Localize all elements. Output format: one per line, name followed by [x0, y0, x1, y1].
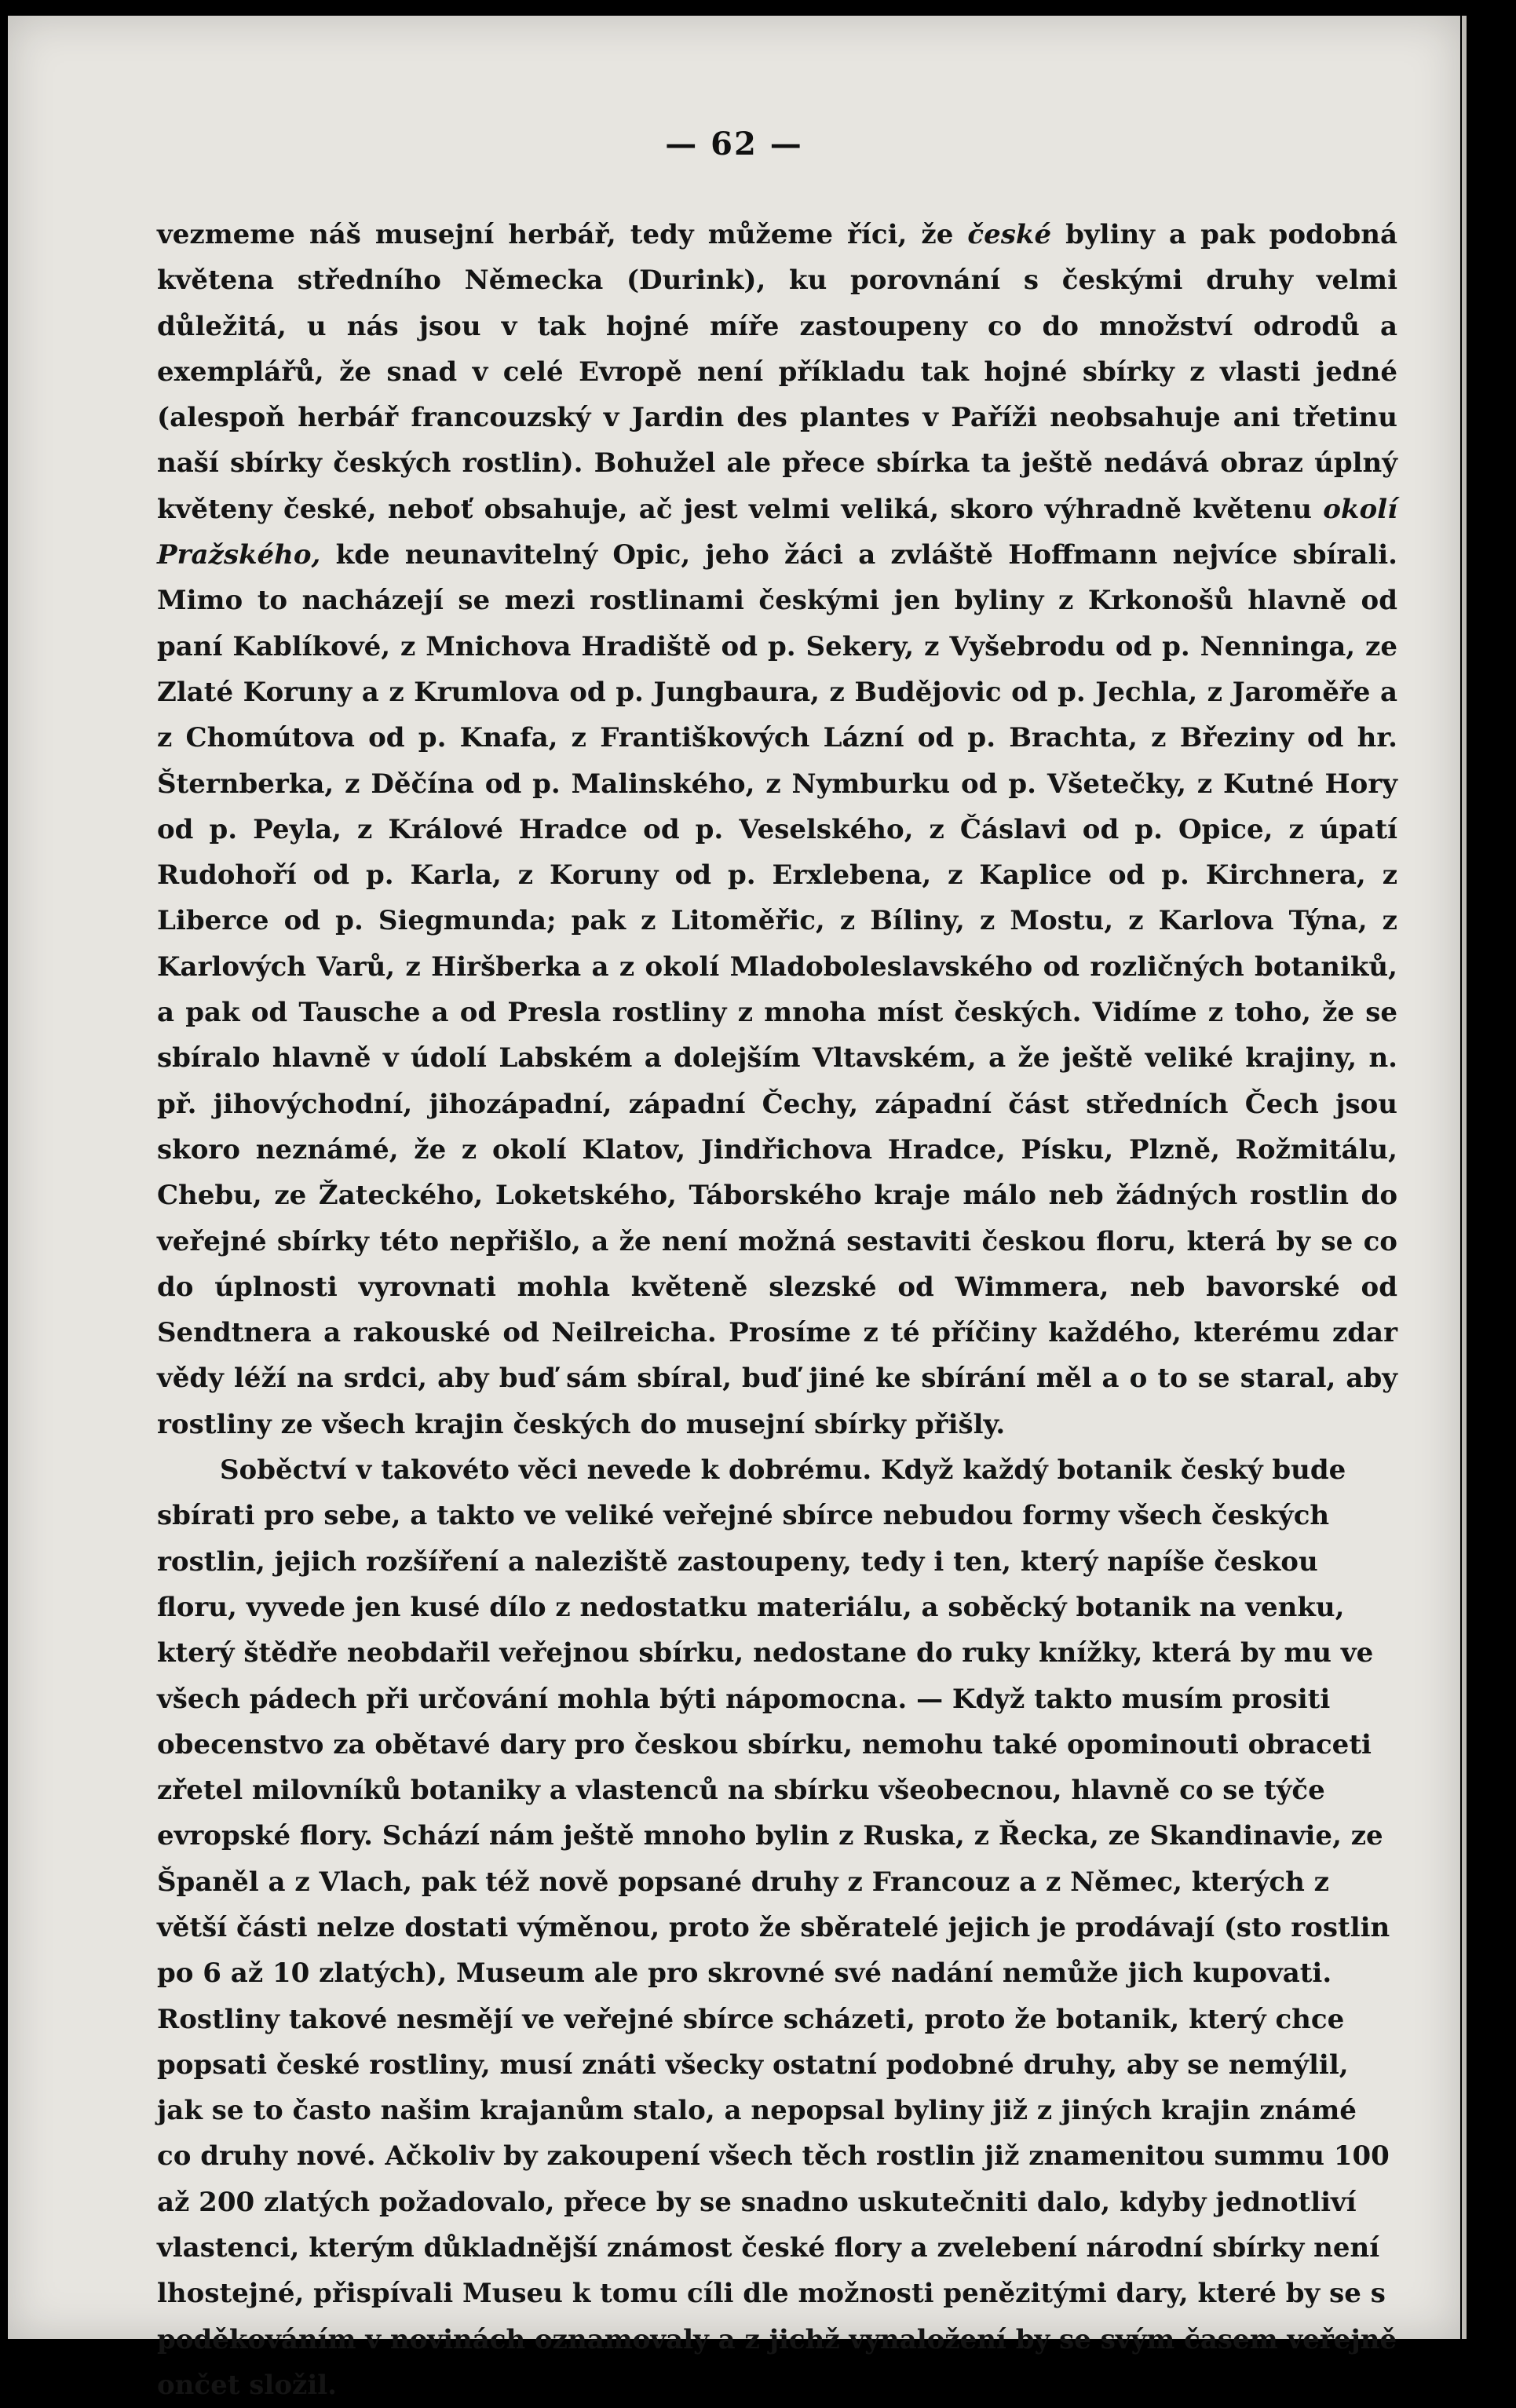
paragraph-1-segment-3: byliny a pak podobná květena středního Německa (Durink), ku porovnání s českými druhy velmi důležitá, u nás jsou v tak hojné míře zastoupeny co do množství odrodů a exemplářů, že snad v celé Evropě není příkladu tak hojné sbírky z vlasti jedné (alespoň herbář francouzský v Jardin des plantes v Paříži neobsahuje ani třetinu naší sbírky českých rostlin). Bohužel ale přece sbírka ta ještě nedává obraz úplný květeny české, neboť obsahuje, ač jest velmi veliká, skoro výhradně květenu	[157, 219, 1397, 525]
paragraph-2-segment-1: Soběctví v takovéto věci nevede k dobrému. Když každý botanik český bude sbírati pro sebe, a takto ve veliké veřejné sbírce nebudou formy všech českých rostlin, jejich rozšíření a naleziště zastoupeny, tedy i ten, který napíše českou floru, vyvede jen kusé dílo z nedostatku materiálu, a soběcký botanik na venku, který štědře neobdařil veřejnou sbírku, nedostane do ruky knížky, která by mu ve všech pádech při určování mohla býti nápomocna. — Když takto musím prositi obecenstvo za obětavé dary pro českou sbírku, nemohu také opominouti obraceti zřetel milovníků botaniky a vlastenců na sbírku všeobecnou, hlavně co se týče evropské flory. Schází nám ještě mnoho bylin z Ruska, z Řecka, ze Skandinavie, ze Španěl a z Vlach, pak též nově popsané druhy z Francouz a z Němec, kterých z větší části nelze dostati výměnou, proto že sběratelé jejich je prodávají (sto rostlin po 6 až 10 zlatých), Museum ale pro skrovné své nadání nemůže jich kupovati. Rostliny takové nesmějí ve veřejné sbírce scházeti, proto že botanik, který chce popsati české rostliny, musí znáti všecky ostatní podobné druhy, aby se nemýlil, jak se to často našim krajanům stalo, a nepopsal byliny již z jiných krajin známé co druhy nové. Ačkoliv by zakoupení všech těch rostlin již znamenitou summu 100 až 200 zlatých požadovalo, přece by se snadno uskutečniti dalo, kdyby jednotliví vlastenci, kterým důkladnější známost české flory a zvelebení národní sbírky není lhostejné, přispívali Museu k tomu cíli dle možnosti penězitými dary, které by se s poděkováním v novinách oznamovaly a z jichž vynaložení by se svým časem veřejně ončet složil.	[157, 1454, 1397, 2401]
paragraph-1	[157, 212, 1397, 1447]
scanned-page	[8, 16, 1460, 2401]
page-edge-shadow	[1462, 16, 1467, 2339]
paragraph-2	[157, 1447, 1397, 2408]
page-number-header: — 62 —	[665, 126, 803, 162]
paragraph-1-segment-1: vezmeme náš musejní herbář, tedy můžeme říci, že	[157, 219, 968, 250]
paragraph-1-italic-ceske: české	[967, 219, 1052, 250]
paragraph-1-italic-okoli-prazskeho: okolí Pražského,	[157, 493, 1397, 571]
paragraph-1-segment-5: kde neunavitelný Opic, jeho žáci a zvláště Hoffmann nejvíce sbírali. Mimo to nacházejí se mezi rostlinami českými jen byliny z Krkonošů hlavně od paní Kablíkové, z Mnichova Hradiště od p. Sekery, z Vyšebrodu od p. Nenninga, ze Zlaté Koruny a z Krumlova od p. Jungbaura, z Budějovic od p. Jechla, z Jaroměře a z Chomútova od p. Knafa, z Františkových Lázní od p. Brachta, z Březiny od hr. Šternberka, z Děčína od p. Malinského, z Nymburku od p. Všetečky, z Kutné Hory od p. Peyla, z Králové Hradce od p. Veselského, z Čáslavi od p. Opice, z úpatí Rudohoří od p. Karla, z Koruny od p. Erxlebena, z Kaplice od p. Kirchnera, z Liberce od p. Siegmunda; pak z Litoměřic, z Bíliny, z Mostu, z Karlova Týna, z Karlových Varů, z Hiršberka a z okolí Mladoboleslavského od rozličných botaniků, a pak od Tausche a od Presla rostliny z mnoha míst českých. Vidíme z toho, že se sbíralo hlavně v údolí Labském a dolejším Vltavském, a že ještě veliké krajiny, n. př. jihovýchodní, jihozápadní, západní Čechy, západní část středních Čech jsou skoro neznámé, že z okolí Klatov, Jindřichova Hradce, Písku, Plzně, Rožmitálu, Chebu, ze Žateckého, Loketského, Táborského kraje málo neb žádných rostlin do veřejné sbírky této nepřišlo, a že není možná sestaviti českou floru, která by se co do úplnosti vyrovnati mohla květeně slezské od Wimmera, neb bavorské od Sendtnera a rakouské od Neilreicha. Prosíme z té příčiny každého, kterému zdar vědy léží na srdci, aby buď sám sbíral, buď jiné ke sbírání měl a o to se staral, aby rostliny ze všech krajin českých do musejní sbírky přišly.	[157, 539, 1397, 1440]
body-text	[157, 212, 1397, 2408]
